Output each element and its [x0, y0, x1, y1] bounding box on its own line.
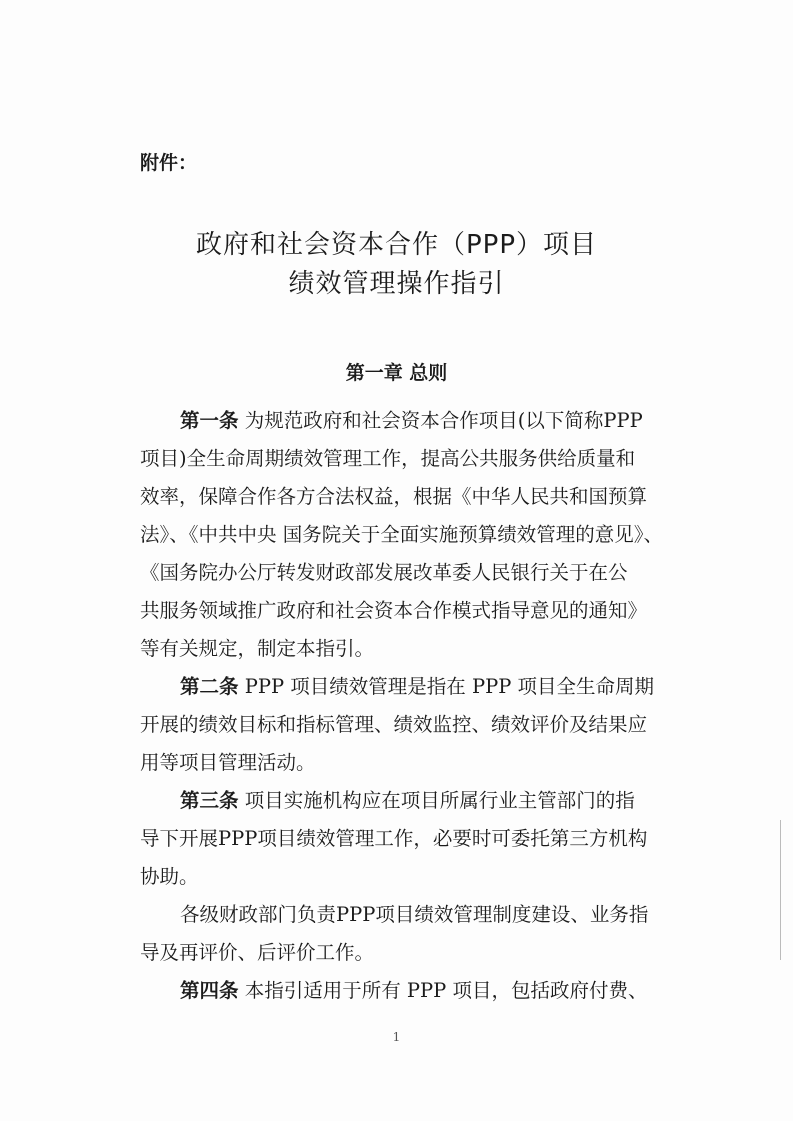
paragraph-line	[140, 481, 647, 509]
line-text: 《国务院办公厅转发财政部发展改革委人民银行关于在公	[140, 561, 628, 584]
article-label: 第三条	[180, 789, 239, 812]
line-text: 导下开展PPP项目绩效管理工作，必要时可委托第三方机构	[140, 827, 648, 850]
paragraph-line	[180, 975, 647, 1003]
annex-label: 附件：	[140, 152, 198, 174]
paragraph-line	[180, 785, 635, 813]
line-text: 效率，保障合作各方合法权益，根据《中华人民共和国预算	[140, 485, 648, 508]
paragraph-line	[180, 671, 654, 699]
paragraph-line	[140, 633, 374, 661]
line-text: 协助。	[140, 865, 199, 888]
line-text: 开展的绩效目标和指标管理、绩效监控、绩效评价及结果应	[140, 713, 648, 736]
line-text: 项目)全生命周期绩效管理工作，提高公共服务供给质量和	[140, 447, 636, 470]
paragraph-line	[140, 443, 635, 471]
paragraph-line	[140, 557, 628, 585]
scan-edge-mark	[780, 820, 781, 960]
line-text: PPP 项目绩效管理是指在 PPP 项目全生命周期	[238, 675, 655, 698]
page-number: 1	[392, 1030, 401, 1044]
line-text: 项目实施机构应在项目所属行业主管部门的指	[238, 789, 635, 812]
document-title-line-1: 政府和社会资本合作（PPP）项目	[195, 230, 598, 260]
paragraph-line	[140, 823, 647, 851]
article-label: 第四条	[180, 979, 239, 1002]
article-label: 第一条	[180, 409, 239, 432]
line-text: 各级财政部门负责PPP项目绩效管理制度建设、业务指	[180, 903, 649, 926]
paragraph-line	[140, 709, 647, 737]
article-label: 第二条	[180, 675, 239, 698]
line-text: 导及再评价、后评价工作。	[140, 941, 375, 964]
paragraph-line	[140, 595, 647, 623]
document-title-line-2: 绩效管理操作指引	[288, 269, 505, 299]
paragraph-line	[140, 747, 316, 775]
line-text: 本指引适用于所有 PPP 项目，包括政府付费、	[238, 979, 648, 1002]
line-text: 共服务领域推广政府和社会资本合作模式指导意见的通知》	[140, 599, 648, 622]
line-text: 为规范政府和社会资本合作项目(以下简称PPP	[238, 409, 643, 432]
paragraph-line	[140, 519, 663, 547]
paragraph-line	[140, 937, 374, 965]
paragraph-line	[180, 405, 643, 433]
line-text: 法》、《中共中央 国务院关于全面实施预算绩效管理的意见》、	[140, 523, 663, 546]
line-text: 等有关规定，制定本指引。	[140, 637, 375, 660]
line-text: 用等项目管理活动。	[140, 751, 316, 774]
chapter-heading: 第一章 总则	[345, 362, 448, 384]
paragraph-line	[140, 861, 199, 889]
paragraph-line	[180, 899, 648, 927]
